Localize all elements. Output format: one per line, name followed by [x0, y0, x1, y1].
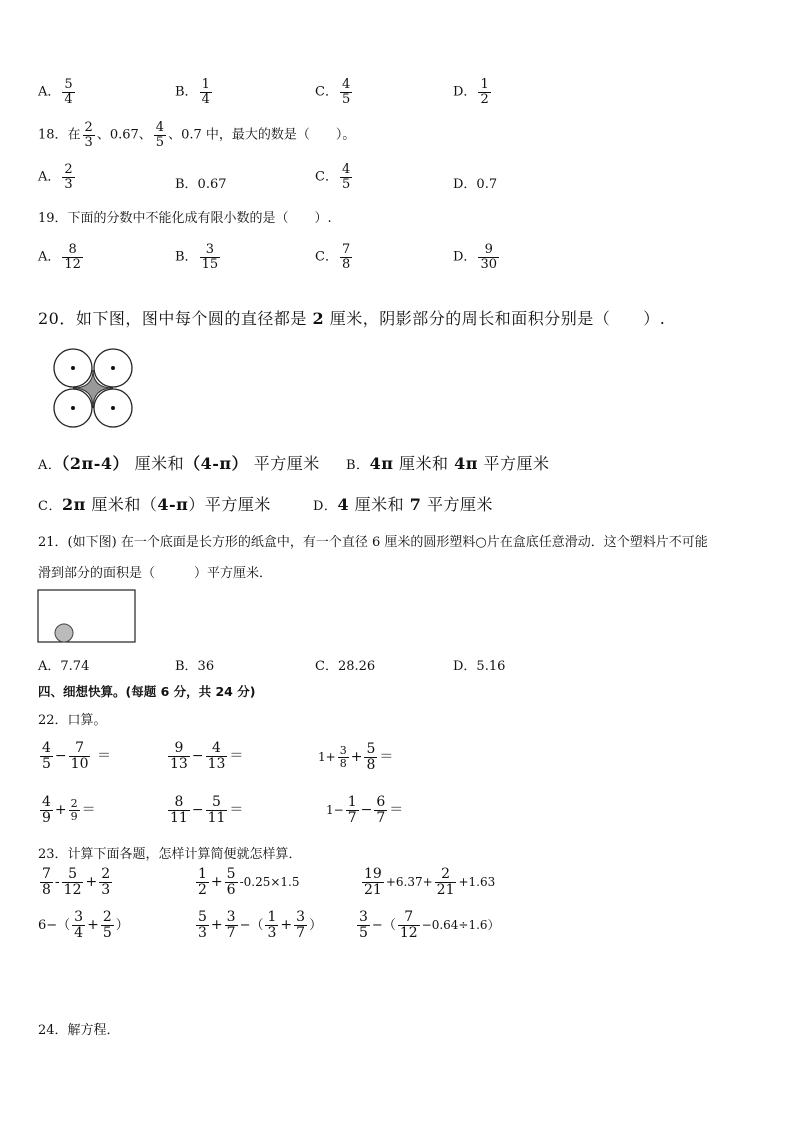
- option-letter: A．: [38, 84, 61, 100]
- q20-option-b[interactable]: B．4π 厘米和 4π 平方厘米: [346, 454, 550, 473]
- q18-option-a[interactable]: A． $\frac{2}{3}$: [38, 162, 73, 192]
- q21-question-line1: 21．(如下图) 在一个底面是长方形的纸盒中，有一个直径 6 厘米的圆形塑料○片在盒底任意滑动．这个塑料片不可能: [38, 535, 708, 550]
- fraction: $\frac{2}{3}$: [84, 120, 93, 150]
- fraction: $\frac{5}{4}$: [64, 77, 73, 107]
- q22-expr-1[interactable]: $\frac{4}{5}$ − $\frac{7}{10}$ ＝: [42, 740, 111, 772]
- q19-question: 19．下面的分数中不能化成有限小数的是（ ）.: [38, 211, 332, 226]
- q23-title: 23．计算下面各题，怎样计算简便就怎样算．: [38, 847, 302, 862]
- section-heading: 四、细想快算。(每题 6 分，共 24 分): [38, 684, 256, 699]
- q21-option-d[interactable]: D．5.16: [453, 659, 506, 674]
- q23-expr-6[interactable]: $\frac{3}{5}$ −（ $\frac{7}{12}$ −0.64÷1.6）: [359, 909, 500, 941]
- q20-option-c[interactable]: C．2π 厘米和（4-π）平方厘米: [38, 495, 271, 514]
- fraction: $\frac{1}{2}$: [480, 77, 489, 107]
- option-letter: B．: [175, 84, 198, 100]
- q17-option-c[interactable]: [315, 78, 354, 106]
- q23-expr-2[interactable]: $\frac{1}{2}$ + $\frac{5}{6}$ -0.25×1.5: [198, 866, 300, 898]
- rectangle-box-figure: [37, 589, 137, 644]
- fraction: $\frac{7}{8}$: [341, 242, 351, 272]
- q17-option-b[interactable]: [175, 78, 214, 106]
- q20-option-a[interactable]: A．（2π-4） 厘米和（4-π） 平方厘米: [38, 454, 320, 473]
- option-letter: C．: [315, 84, 338, 100]
- q21-option-a[interactable]: A．7.74: [38, 659, 90, 674]
- q23-expr-4[interactable]: 6−（ $\frac{3}{4}$ + $\frac{2}{5}$ ）: [38, 909, 129, 941]
- q19-option-d[interactable]: D． $\frac{9}{30}$: [453, 242, 497, 272]
- q18-option-b[interactable]: B．0.67: [175, 177, 227, 192]
- q20-question: 20．如下图，图中每个圆的直径都是 2 厘米，阴影部分的周长和面积分别是（ ）.: [38, 309, 666, 328]
- fraction: $\frac{3}{15}$: [201, 242, 219, 272]
- option-letter: D．: [453, 84, 477, 100]
- fraction: $\frac{9}{30}$: [480, 242, 497, 272]
- q22-expr-5[interactable]: $\frac{8}{11}$ − $\frac{5}{11}$ ＝: [170, 794, 244, 826]
- q21-option-b[interactable]: B．36: [175, 659, 215, 674]
- fraction: $\frac{4}{5}$: [341, 77, 351, 107]
- q18-option-c[interactable]: C． $\frac{4}{5}$: [315, 162, 351, 192]
- q19-option-a[interactable]: A． $\frac{8}{12}$: [38, 242, 81, 272]
- fraction: $\frac{8}{12}$: [64, 242, 81, 272]
- q22-expr-2[interactable]: $\frac{9}{13}$ − $\frac{4}{13}$ ＝: [170, 740, 244, 772]
- q23-expr-3[interactable]: $\frac{19}{21}$ +6.37+ $\frac{2}{21}$ +1.63: [364, 866, 496, 898]
- fraction: $\frac{2}{3}$: [64, 162, 73, 192]
- fraction: $\frac{1}{4}$: [201, 77, 210, 107]
- q22-expr-6[interactable]: 1− $\frac{1}{7}$ − $\frac{6}{7}$ ＝: [326, 794, 404, 826]
- q21-question-line2: 滑到部分的面积是（ ）平方厘米．: [38, 566, 273, 581]
- q18-question: 18．在 $\frac{2}{3}$ 、0.67、 $\frac{4}{5}$ 、0.7 中，最大的数是（ ）。: [38, 120, 356, 150]
- q17-option-a[interactable]: [38, 78, 77, 106]
- four-circles-figure: [50, 348, 136, 430]
- q17-option-d[interactable]: [453, 78, 493, 106]
- fraction: $\frac{4}{5}$: [341, 162, 351, 192]
- q21-option-c[interactable]: C．28.26: [315, 659, 376, 674]
- q23-expr-5[interactable]: $\frac{5}{3}$ + $\frac{3}{7}$ −（ $\frac{1}{3}$ + $\frac{3}{7}$ ）: [198, 909, 323, 941]
- q20-option-d[interactable]: D．4 厘米和 7 平方厘米: [313, 495, 494, 514]
- q19-option-b[interactable]: B． $\frac{3}{15}$: [175, 242, 219, 272]
- q24-title: 24．解方程．: [38, 1023, 120, 1038]
- q22-expr-4[interactable]: $\frac{4}{9}$ + $\frac{2}{9}$ ＝: [42, 794, 96, 826]
- q23-expr-1[interactable]: $\frac{7}{8}$ - $\frac{5}{12}$ + $\frac{2}{3}$: [42, 866, 111, 898]
- q18-option-d[interactable]: D．0.7: [453, 177, 498, 192]
- fraction: $\frac{4}{5}$: [155, 120, 165, 150]
- q22-title: 22．口算。: [38, 713, 107, 728]
- q22-expr-3[interactable]: 1+ $\frac{3}{8}$ + $\frac{5}{8}$ ＝: [318, 741, 394, 773]
- q19-option-c[interactable]: C． $\frac{7}{8}$: [315, 242, 351, 272]
